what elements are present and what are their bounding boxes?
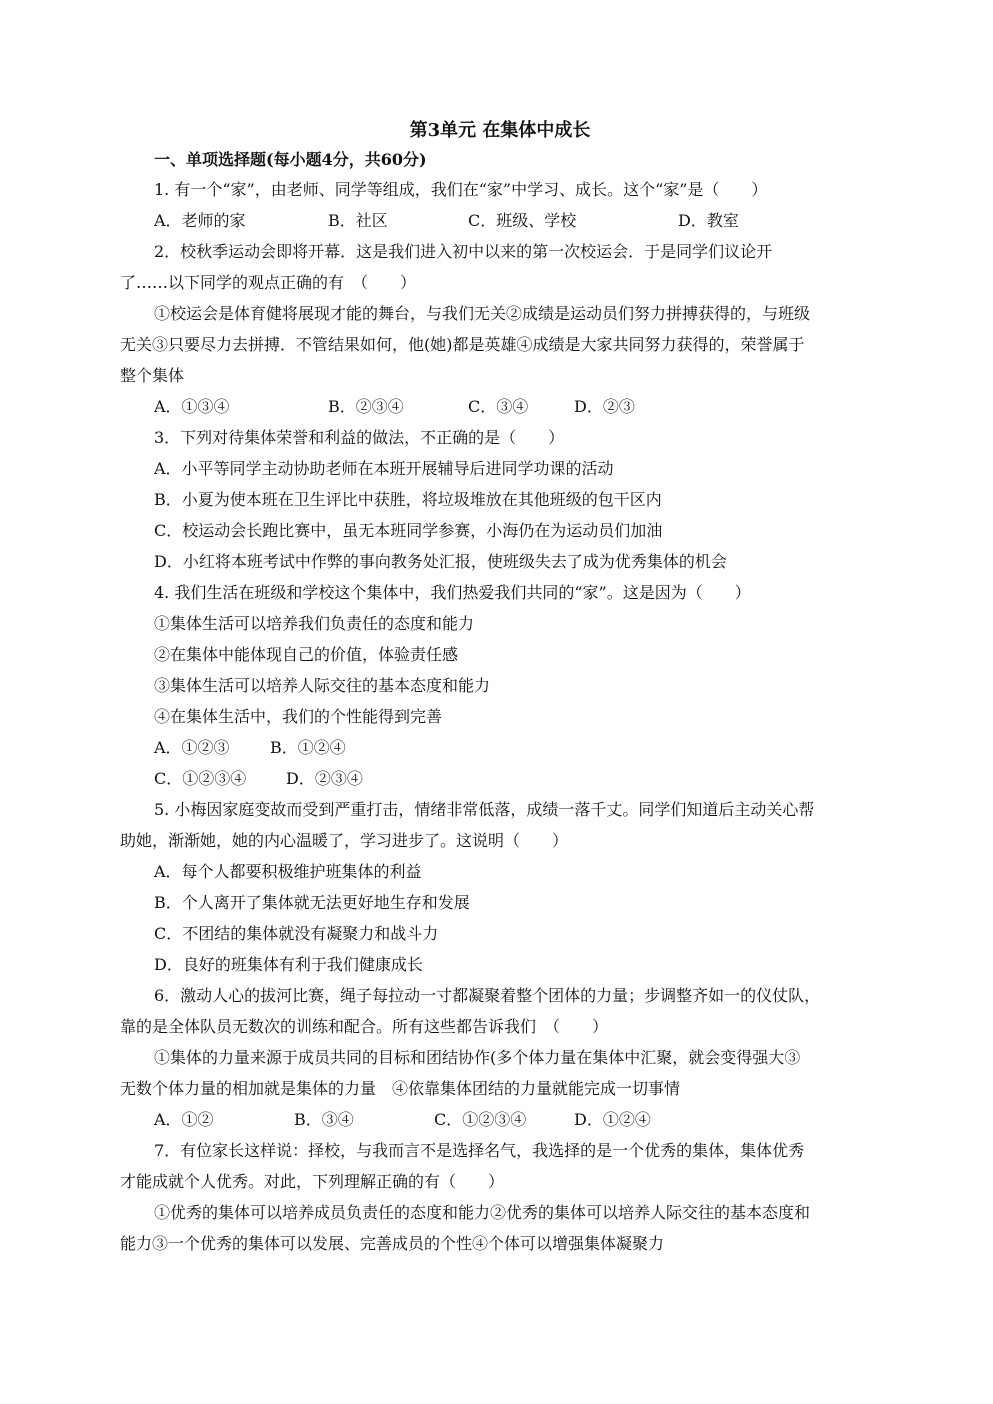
q3-option-d: D．小红将本班考试中作弊的事向教务处汇报，使班级失去了成为优秀集体的机会 [154, 552, 727, 571]
worksheet-page [120, 116, 880, 1259]
q2-items-line-3: 整个集体 [120, 366, 185, 385]
q4-item-3: ③集体生活可以培养人际交往的基本态度和能力 [154, 676, 491, 695]
q7-stem-line-2: 才能成就个人优秀。对此，下列理解正确的有（ ） [120, 1172, 505, 1191]
q4-item-2: ②在集体中能体现自己的价值，体验责任感 [154, 645, 459, 664]
q2-items-line-2: 无关③只要尽力去拼搏．不管结果如何，他(她)都是英雄④成绩是大家共同努力获得的，荣誉属于 [120, 335, 805, 354]
q3-option-c: C．校运动会长跑比赛中，虽无本班同学参赛，小海仍在为运动员们加油 [154, 521, 663, 540]
section-heading: 一、单项选择题(每小题4分，共60分) [154, 150, 427, 169]
q4-item-4: ④在集体生活中，我们的个性能得到完善 [154, 707, 443, 726]
q6-options [120, 1104, 880, 1135]
q1-option-d: D．教室 [678, 211, 739, 230]
q2-option-c: C．③④ [468, 397, 529, 416]
q1-options [120, 205, 880, 236]
q5-option-d: D．良好的班集体有利于我们健康成长 [154, 955, 423, 974]
q4-options-row-1 [120, 732, 880, 763]
q2-option-b: B．②③④ [328, 397, 404, 416]
q1-option-b: B．社区 [328, 211, 388, 230]
q6-stem-line-1: 6．激动人心的拔河比赛，绳子每拉动一寸都凝聚着整个团体的力量；步调整齐如一的仪仗队， [154, 986, 821, 1005]
q6-option-d: D．①②④ [574, 1110, 651, 1129]
q5-stem-line-2: 助她，渐渐她，她的内心温暖了，学习进步了。这说明（ ） [120, 831, 569, 850]
q6-option-a: A．①② [154, 1110, 214, 1129]
q7-items-line-2: 能力③一个优秀的集体可以发展、完善成员的个性④个体可以增强集体凝聚力 [120, 1234, 665, 1253]
q2-options [120, 391, 880, 422]
q6-option-c: C．①②③④ [434, 1110, 527, 1129]
q5-option-a: A．每个人都要积极维护班集体的利益 [154, 862, 422, 881]
q1-stem: 1. 有一个“家”，由老师、同学等组成，我们在“家”中学习、成长。这个“家”是（ ） [154, 180, 768, 199]
q3-option-a: A．小平等同学主动协助老师在本班开展辅导后进同学功课的活动 [154, 459, 614, 478]
q2-option-a: A．①③④ [154, 397, 230, 416]
q1-option-a: A．老师的家 [154, 211, 246, 230]
q7-items-line-1: ①优秀的集体可以培养成员负责任的态度和能力②优秀的集体可以培养人际交往的基本态度和 [154, 1203, 811, 1222]
q4-options-row-2 [120, 763, 880, 794]
q1-option-c: C．班级、学校 [468, 211, 577, 230]
q5-option-c: C．不团结的集体就没有凝聚力和战斗力 [154, 924, 439, 943]
q7-stem-line-1: 7．有位家长这样说：择校，与我而言不是选择名气，我选择的是一个优秀的集体，集体优秀 [154, 1141, 805, 1160]
page-title: 第3单元 在集体中成长 [409, 120, 591, 141]
q3-option-b: B．小夏为使本班在卫生评比中获胜，将垃圾堆放在其他班级的包干区内 [154, 490, 662, 509]
q4-option-a: A．①②③ [154, 738, 230, 757]
q6-items-line-2: 无数个体力量的相加就是集体的力量 ④依靠集体团结的力量就能完成一切事情 [120, 1079, 681, 1098]
q6-stem-line-2: 靠的是全体队员无数次的训练和配合。所有这些都告诉我们 （ ） [120, 1017, 609, 1036]
q3-stem: 3．下列对待集体荣誉和利益的做法，不正确的是（ ） [154, 428, 565, 447]
q5-option-b: B．个人离开了集体就无法更好地生存和发展 [154, 893, 470, 912]
q2-stem-line-1: 2．校秋季运动会即将开幕．这是我们进入初中以来的第一次校运会．于是同学们议论开 [154, 242, 773, 261]
q4-option-d: D．②③④ [286, 769, 363, 788]
q6-items-line-1: ①集体的力量来源于成员共同的目标和团结协作(多个体力量在集体中汇聚，就会变得强大③ [154, 1048, 801, 1067]
q2-items-line-1: ①校运会是体育健将展现才能的舞台，与我们无关②成绩是运动员们努力拼搏获得的，与班级 [154, 304, 811, 323]
q4-option-c: C．①②③④ [154, 769, 247, 788]
q2-stem-line-2: 了……以下同学的观点正确的有 （ ） [120, 273, 417, 292]
q6-option-b: B．③④ [294, 1110, 354, 1129]
q4-stem: 4. 我们生活在班级和学校这个集体中，我们热爱我们共同的“家”。这是因为（ ） [154, 583, 751, 602]
q4-option-b: B．①②④ [270, 738, 346, 757]
q4-item-1: ①集体生活可以培养我们负责任的态度和能力 [154, 614, 475, 633]
q5-stem-line-1: 5. 小梅因家庭变故而受到严重打击，情绪非常低落，成绩一落千丈。同学们知道后主动关心帮 [154, 800, 815, 819]
q2-option-d: D．②③ [574, 397, 635, 416]
